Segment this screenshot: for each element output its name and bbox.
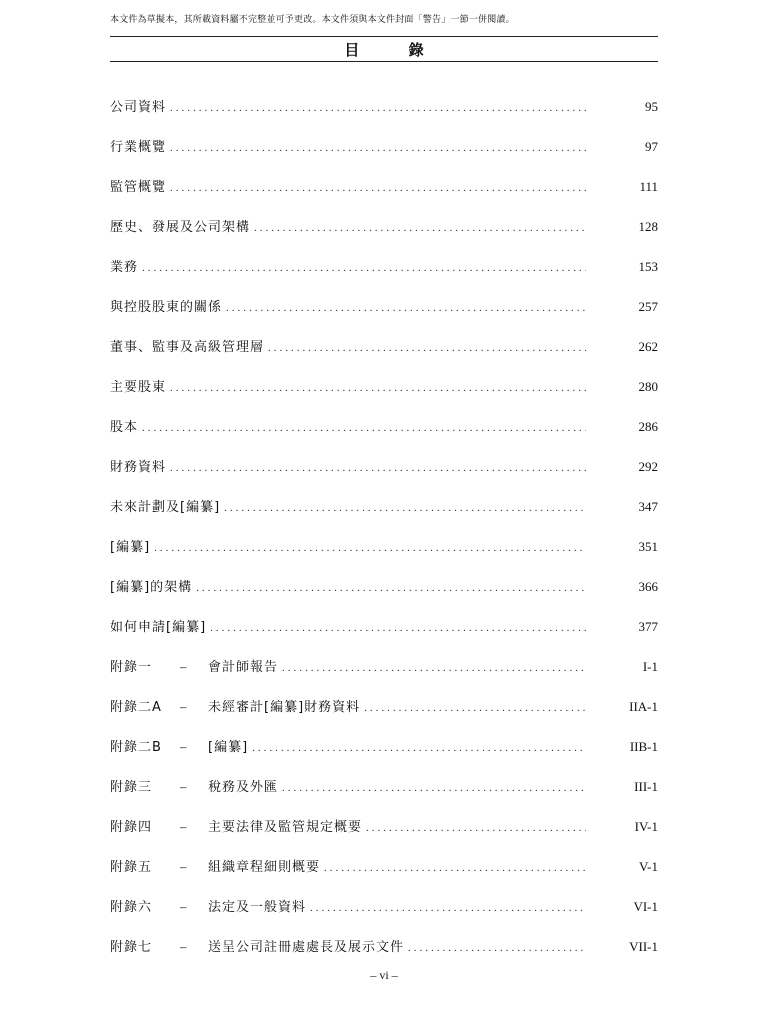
toc-entry[interactable] (110, 616, 658, 636)
appendix-title: 主要法律及監管規定概要 (208, 820, 363, 835)
toc-entry-page: 292 (638, 459, 658, 474)
appendix-entry[interactable] (110, 696, 658, 716)
toc-leader-dots (310, 902, 586, 914)
appendix-entry[interactable] (110, 856, 658, 876)
toc-entry-page: 366 (638, 579, 658, 594)
appendix-number: 附錄六 (110, 900, 153, 915)
toc-entry[interactable] (110, 456, 658, 476)
appendix-page: I-1 (642, 659, 658, 674)
toc-entry-title: 財務資料 (110, 460, 167, 475)
toc-entry-page: 95 (645, 99, 658, 114)
toc-entry-title: 如何申請[編纂] (110, 620, 207, 635)
appendix-page: IIA-1 (629, 699, 658, 714)
appendix-dash: – (180, 699, 187, 714)
appendix-entry[interactable] (110, 896, 658, 916)
toc-leader-dots (154, 542, 586, 554)
appendix-number: 附錄四 (110, 820, 153, 835)
appendix-dash: – (180, 899, 187, 914)
toc-leader-dots (170, 182, 586, 194)
appendix-title: 稅務及外匯 (208, 780, 279, 795)
toc-leader-dots (252, 742, 586, 754)
appendix-entry[interactable] (110, 656, 658, 676)
toc-leader-dots (364, 702, 586, 714)
appendix-dash: – (180, 739, 187, 754)
toc-entry-title: 業務 (110, 260, 139, 275)
appendix-dash: – (180, 779, 187, 794)
toc-entry-page: 286 (638, 419, 658, 434)
toc-entry-title: 公司資料 (110, 100, 167, 115)
toc-leader-dots (170, 382, 586, 394)
appendix-entry[interactable] (110, 816, 658, 836)
toc-entry-title: [編纂] (110, 540, 151, 555)
toc-entry-title: 股本 (110, 420, 139, 435)
toc-leader-dots (324, 862, 586, 874)
toc-leader-dots (268, 342, 586, 354)
toc-leader-dots (210, 622, 586, 634)
appendix-dash: – (180, 939, 187, 954)
toc-entry-page: 257 (638, 299, 658, 314)
page-number-footer: – vi – (370, 968, 398, 982)
toc-entry[interactable] (110, 576, 658, 596)
page-title: 目 錄 (344, 41, 446, 59)
appendix-entry[interactable] (110, 776, 658, 796)
toc-entry-title: 董事、監事及高級管理層 (110, 340, 265, 355)
toc-entry-title: [編纂]的架構 (110, 580, 193, 595)
toc-entry-page: 153 (638, 259, 658, 274)
toc-entry-page: 351 (638, 539, 658, 554)
toc-leader-dots (142, 422, 586, 434)
toc-entry-page: 128 (638, 219, 658, 234)
appendix-title: 會計師報告 (208, 660, 279, 675)
appendix-title: 送呈公司註冊處處長及展示文件 (208, 940, 405, 955)
toc-entry[interactable] (110, 256, 658, 276)
toc-entry[interactable] (110, 376, 658, 396)
title-rule (110, 61, 658, 62)
appendix-page: III-1 (634, 779, 658, 794)
toc-entry-title: 歷史、發展及公司架構 (110, 220, 251, 235)
toc-entry[interactable] (110, 176, 658, 196)
appendix-page: IIB-1 (629, 739, 658, 754)
toc-leader-dots (226, 302, 586, 314)
appendix-title: 組織章程細則概要 (208, 860, 321, 875)
toc-leader-dots (170, 142, 586, 154)
toc-leader-dots (254, 222, 586, 234)
appendix-page: VI-1 (633, 899, 658, 914)
appendix-number: 附錄七 (110, 940, 153, 955)
toc-entry-title: 未來計劃及[編纂] (110, 500, 221, 515)
draft-notice: 本文件為草擬本，其所載資料屬不完整並可予更改。本文件須與本文件封面「警告」一節一併閱讀。 (110, 15, 515, 25)
toc-entry-page: 377 (638, 619, 658, 634)
toc-leader-dots (170, 462, 586, 474)
appendix-page: V-1 (638, 859, 658, 874)
appendix-page: VII-1 (629, 939, 658, 954)
toc-entry[interactable] (110, 336, 658, 356)
top-rule (110, 36, 658, 37)
toc-leader-dots (170, 102, 586, 114)
appendix-entry[interactable] (110, 736, 658, 756)
appendix-number: 附錄三 (110, 780, 153, 795)
toc-entry[interactable] (110, 416, 658, 436)
toc-entry-page: 111 (639, 179, 658, 194)
appendix-title: 未經審計[編纂]財務資料 (208, 700, 361, 715)
toc-entry[interactable] (110, 216, 658, 236)
toc-entry[interactable] (110, 496, 658, 516)
appendix-number: 附錄二B (110, 740, 162, 755)
toc-leader-dots (224, 502, 586, 514)
toc-entry[interactable] (110, 136, 658, 156)
appendix-title: 法定及一般資料 (208, 900, 307, 915)
appendix-dash: – (180, 819, 187, 834)
toc-entry-page: 97 (645, 139, 658, 154)
appendix-dash: – (180, 859, 187, 874)
appendix-number: 附錄一 (110, 660, 153, 675)
toc-leader-dots (366, 822, 586, 834)
toc-entry[interactable] (110, 536, 658, 556)
toc-entry-title: 與控股股東的關係 (110, 300, 223, 315)
appendix-number: 附錄二A (110, 700, 162, 715)
appendix-title: [編纂] (208, 740, 249, 755)
toc-entry[interactable] (110, 296, 658, 316)
appendix-page: IV-1 (634, 819, 658, 834)
toc-entry[interactable] (110, 96, 658, 116)
toc-leader-dots (408, 942, 586, 954)
toc-entry-page: 280 (638, 379, 658, 394)
appendix-number: 附錄五 (110, 860, 153, 875)
appendix-entry[interactable] (110, 936, 658, 956)
toc-entry-page: 262 (638, 339, 658, 354)
toc-leader-dots (282, 782, 586, 794)
toc-entry-title: 主要股東 (110, 380, 167, 395)
toc-entry-title: 行業概覽 (110, 140, 167, 155)
toc-entry-page: 347 (638, 499, 658, 514)
toc-leader-dots (196, 582, 586, 594)
toc-leader-dots (142, 262, 586, 274)
appendix-dash: – (180, 659, 187, 674)
toc-leader-dots (282, 662, 586, 674)
toc-entry-title: 監管概覽 (110, 180, 167, 195)
